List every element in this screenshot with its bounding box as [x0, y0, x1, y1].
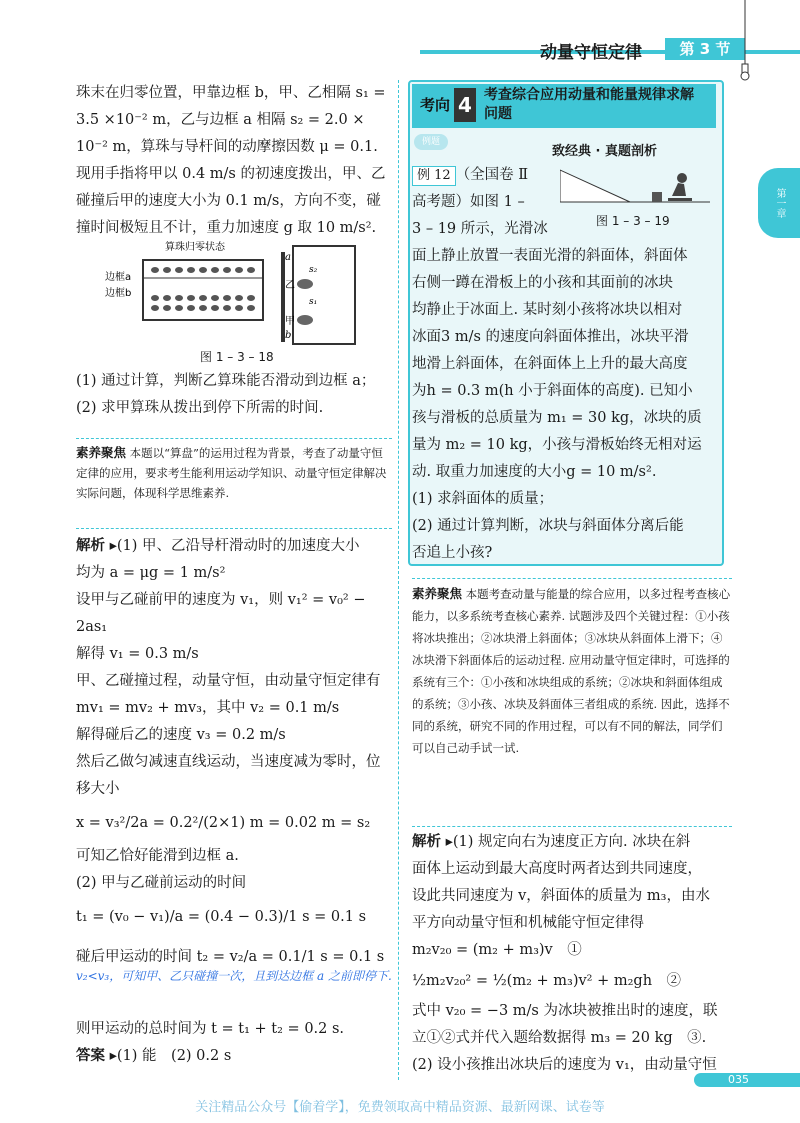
text-line: 3.5 ×10⁻² m，乙与边框 a 相隔 s₂ = 2.0 ×	[76, 112, 365, 128]
text-line: 现用手指将甲以 0.4 m/s 的初速度拨出，甲、乙	[76, 166, 386, 182]
example-line: 量为 m₂ = 10 kg，小孩与滑板始终无相对运	[412, 437, 702, 453]
text-line: 珠末在归零位置，甲靠边框 b，甲、乙相隔 s₁ =	[76, 85, 386, 101]
analysis-line: m₂v₂₀ = (m₂ + m₃)v ①	[412, 942, 582, 958]
literacy-focus-box	[412, 578, 732, 823]
analysis-line: 式中 v₂₀ = −3 m/s 为冰块被推出时的速度，联	[412, 1003, 718, 1019]
example-line: （全国卷 Ⅱ	[455, 167, 529, 183]
example-line: 高考题）如图 1 –	[412, 194, 525, 210]
focus-text: 本题考查动量与能量的综合应用，以多过程考查核心能力，以多系统考查核心素养. 试题涉及四个关键过程：①小孩将冰块推出；②冰块滑上斜面体；③冰块从斜面体上滑下；④冰块滑下斜面体后的运动过程. 应用动量守恒定律时，可选择的系统有三个：①小孩和冰块组成的系统；②冰块和斜面体组成的系统；③小孩、冰块及斜面体三者组成的系统. 因此，选择不同的系统，研究不同的作用过程，可以有不同的解法，同学们可以自己动手试一试.	[412, 587, 731, 755]
example-line: 否追上小孩?	[412, 545, 493, 561]
chapter-title: 动量守恒定律	[540, 43, 642, 63]
lightbulb-icon	[740, 0, 750, 82]
analysis-line: (1) 规定向右为速度正方向. 冰块在斜	[452, 834, 691, 850]
question: (2) 求甲算珠从拨出到停下所需的时间.	[76, 400, 324, 416]
left-questions	[76, 368, 392, 422]
example-line: 地滑上斜面体，在斜面体上上升的最大高度	[412, 356, 688, 372]
text-line: 撞时间极短且不计，重力加速度 g 取 10 m/s².	[76, 220, 377, 236]
literacy-focus-box	[76, 438, 392, 523]
example-line: 右侧一蹲在滑板上的小孩和其面前的冰块	[412, 275, 673, 291]
focus-tag: 素养聚焦	[412, 586, 463, 601]
example-line: 孩与滑板的总质量为 m₁ = 30 kg，冰块的质	[412, 410, 702, 426]
side-chapter-tab: 第一章	[758, 168, 800, 238]
analysis-line: (1) 甲、乙沿导杆滑动时的加速度大小	[116, 538, 360, 554]
example-badge: 例题	[414, 134, 448, 150]
example-line: 均静止于冰面上. 某时刻小孩将冰块以相对	[412, 302, 683, 318]
figure-label: 乙	[285, 280, 295, 291]
figure-label: s₂	[309, 265, 318, 275]
example-line: (1) 求斜面体的质量；	[412, 491, 554, 507]
figure-caption: 图 1 – 3 – 18	[200, 350, 274, 364]
example-line: (2) 通过计算判断，冰块与斜面体分离后能	[412, 518, 684, 534]
focus-tag: 素养聚焦	[76, 445, 127, 460]
analysis-line: x = v₃²/2a = 0.2²/(2×1) m = 0.02 m = s₂	[76, 815, 371, 831]
example-line: 3 – 19 所示，光滑冰	[412, 221, 548, 237]
analysis-tag: 解析	[412, 834, 441, 850]
analysis-line: mv₁ = mv₂ + mv₃，其中 v₂ = 0.1 m/s	[76, 700, 340, 716]
analysis-tag: 解析	[76, 538, 105, 554]
topic-title: 考查综合应用动量和能量规律求解问题	[484, 87, 694, 122]
page-number: 035	[694, 1073, 800, 1087]
example-line: 为h = 0.3 m(h 小于斜面体的高度). 已知小	[412, 383, 693, 399]
figure-label: 甲	[285, 316, 295, 327]
figure-caption: 图 1 – 3 – 19	[596, 214, 670, 228]
analysis-line: 解得 v₁ = 0.3 m/s	[76, 646, 199, 662]
example-tag: 例 12	[412, 166, 456, 186]
analysis-line: 均为 a = μg = 1 m/s²	[76, 565, 226, 581]
question: (1) 通过计算，判断乙算珠能否滑动到边框 a；	[76, 373, 376, 389]
analysis-line: 然后乙做匀减速直线运动，当速度减为零时，位	[76, 754, 381, 770]
example-line: 冰面3 m/s 的速度向斜面体推出，冰块平滑	[412, 329, 689, 345]
focus-text: 本题以“算盘”的运用过程为背景，考查了动量守恒定律的应用，要求考生能利用运动学知识、动量守恒定律解决实际问题，体现科学思维素养.	[76, 446, 387, 500]
text-line: 碰撞后甲的速度大小为 0.1 m/s，方向不变，碰	[76, 193, 381, 209]
analysis-line: 解得碰后乙的速度 v₃ = 0.2 m/s	[76, 727, 286, 743]
analysis-line: ½m₂v₂₀² = ½(m₂ + m₃)v² + m₂gh ②	[412, 973, 682, 989]
figure-label: b	[285, 330, 292, 341]
figure-label: 边框b	[105, 288, 132, 299]
figure-label: a	[285, 252, 291, 263]
section-badge: 第 3 节	[665, 38, 745, 60]
example-problem	[412, 162, 732, 567]
figure-label: 边框a	[105, 272, 132, 283]
answer-text: (1) 能 (2) 0.2 s	[116, 1048, 232, 1064]
figure-label: s₁	[309, 297, 318, 307]
topic-number: 4	[454, 88, 476, 122]
answer-tag: 答案	[76, 1048, 105, 1064]
handwritten-note: v₂<v₃，可知甲、乙只碰撞一次，且到达边框 a 之前即停下.	[76, 969, 392, 983]
topic-label: 考向	[420, 96, 451, 114]
analysis-line: 移大小	[76, 781, 120, 797]
analysis-line: 立①②式并代入题给数据得 m₃ = 20 kg ③.	[412, 1030, 707, 1046]
figure-label: 算珠归零状态	[165, 242, 225, 253]
left-analysis: 解析 ▸(1) 甲、乙沿导杆滑动时的加速度大小 均为 a = μg = 1 m/s² 设甲与乙碰前甲的速度为 v₁，则 v₁² = v₀² − 2as₁ 解得 v₁ = 0.3 m/s 甲、乙碰撞过程，动量守恒，由动量守恒定律有 mv₁ = mv₂ + mv₃，其中 v₂ = 0.1 m/s 解得碰后乙的速度 v₃ = 0.2 m/s 然后乙做匀减速直线运动，当速度减为零时，位 移大小 x = v₃²/2a = 0.2²/(2×1) m = 0.02 m = s₂ 可知乙恰好能滑到边框 a. (2) 甲与乙碰前运动的时间 t₁ = (v₀ − v₁)/a = (0.4 − 0.3)/1 s = 0.1 s 碰后甲运动的时间 t₂ = v₂/a = 0.1/1 s = 0.1 s	[76, 528, 392, 977]
analysis-line: 平方向动量守恒和机械能守恒定律得	[412, 915, 644, 931]
analysis-line: t₁ = (v₀ − v₁)/a = (0.4 − 0.3)/1 s = 0.1 s	[76, 909, 367, 925]
analysis-line: 可知乙恰好能滑到边框 a.	[76, 848, 239, 864]
analysis-line: 设此共同速度为 v，斜面体的质量为 m₃，由水	[412, 888, 710, 904]
total-time: 则甲运动的总时间为 t = t₁ + t₂ = 0.2 s.	[76, 1021, 345, 1037]
abacus-figure	[105, 238, 365, 348]
analysis-line: 设甲与乙碰前甲的速度为 v₁，则 v₁² = v₀² − 2as₁	[76, 592, 366, 635]
left-conclusion: 则甲运动的总时间为 t = t₁ + t₂ = 0.2 s. 答案 ▸(1) 能 (2) 0.2 s	[76, 1016, 392, 1070]
analysis-line: 甲、乙碰撞过程，动量守恒，由动量守恒定律有	[76, 673, 381, 689]
example-line: 动. 取重力加速度的大小g = 10 m/s².	[412, 464, 657, 480]
right-analysis: 解析 ▸(1) 规定向右为速度正方向. 冰块在斜 面体上运动到最大高度时两者达到共同速度， 设此共同速度为 v，斜面体的质量为 m₃，由水 平方向动量守恒和机械能守恒定律得 m₂v₂₀ = (m₂ + m₃)v ① ½m₂v₂₀² = ½(m₂ + m₃)v² + m₂gh ② 式中 v₂₀ = −3 m/s 为冰块被推出时的速度，联 立①②式并代入题给数据得 m₃ = 20 kg ③. (2) 设小孩推出冰块后的速度为 v₁，由动量守恒	[412, 826, 732, 1079]
analysis-line: 碰后甲运动的时间 t₂ = v₂/a = 0.1/1 s = 0.1 s	[76, 949, 385, 965]
classic-heading: 致经典 · 真题剖析	[552, 144, 657, 159]
analysis-line: (2) 设小孩推出冰块后的速度为 v₁，由动量守恒	[412, 1057, 717, 1073]
example-line: 面上静止放置一表面光滑的斜面体，斜面体	[412, 248, 688, 264]
analysis-line: (2) 甲与乙碰前运动的时间	[76, 875, 247, 891]
analysis-line: 面体上运动到最大高度时两者达到共同速度，	[412, 861, 702, 877]
left-problem-intro	[76, 80, 392, 242]
column-divider	[398, 80, 399, 1080]
footer-watermark: 关注精品公众号【偷着学】，免费领取高中精品资源、最新网课、试卷等	[195, 1100, 605, 1115]
text-line: 10⁻² m，算珠与导杆间的动摩擦因数 μ = 0.1.	[76, 139, 378, 155]
